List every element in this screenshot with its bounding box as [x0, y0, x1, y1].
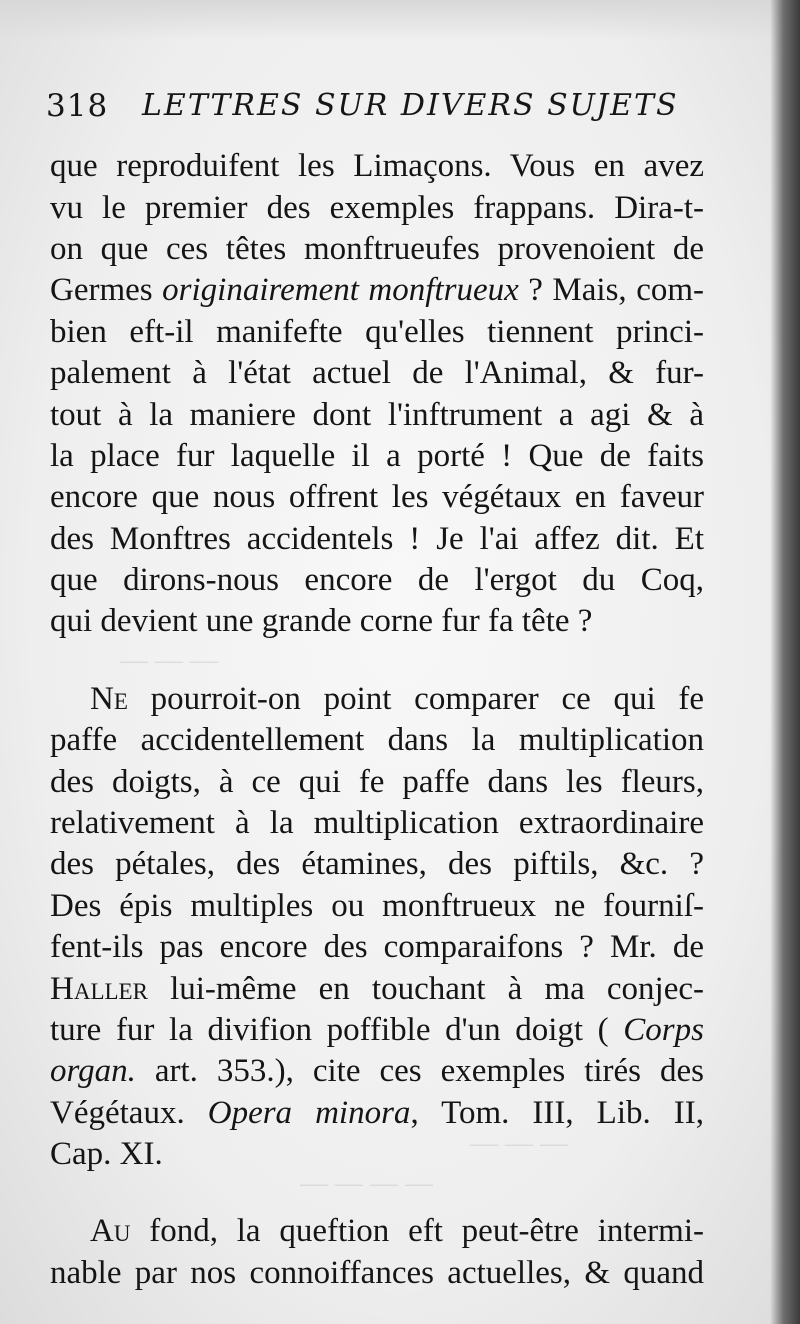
small-caps-name: Haller: [50, 971, 148, 1007]
text-line: [50, 1048, 704, 1094]
text-line: [50, 1090, 704, 1136]
text-line: des doigts, à ce qui fe paffe dans les fleurs,: [50, 764, 704, 800]
text-run: ture fur la divifion poffible d'un doigt (: [50, 1012, 624, 1048]
page-number: 318: [46, 88, 109, 124]
italic-text: originairement monftrueux: [162, 272, 519, 308]
text-line: on que ces têtes monftrueufes provenoient de: [50, 231, 704, 267]
text-run: Germes: [50, 272, 163, 308]
text-line: encore que nous offrent les végétaux en faveur: [50, 479, 704, 515]
text-line: des Monftres accidentels ! Je l'ai affez dit. Et: [50, 521, 704, 557]
italic-text: Opera minora: [207, 1095, 411, 1131]
italic-text: Corps: [623, 1012, 704, 1048]
italic-text: organ.: [50, 1053, 136, 1089]
text-line: la place fur laquelle il a porté ! Que de faits: [50, 438, 704, 474]
page-right-edge: [770, 0, 800, 1324]
running-head: [46, 84, 706, 124]
text-line: [50, 966, 704, 1012]
text-line: palement à l'état actuel de l'Animal, & fur-: [50, 355, 704, 391]
text-line: bien eft-il manifefte qu'elles tiennent princi-: [50, 314, 704, 350]
text-line: vu le premier des exemples frappans. Dira-t-: [50, 190, 704, 226]
running-title: LETTRES SUR DIVERS SUJETS: [142, 88, 679, 123]
text-run: lui-même en touchant à ma conjec-: [147, 971, 704, 1007]
bleed-through: — — — —: [300, 1168, 433, 1199]
text-line: tout à la maniere dont l'inftrument a agi & à: [50, 397, 704, 433]
text-line: Cap. XI.: [50, 1136, 163, 1172]
text-run: art. 353.), cite ces exemples tirés des: [135, 1053, 704, 1089]
text-line: que dirons-nous encore de l'ergot du Coq,: [50, 562, 704, 598]
text-line: nable par nos connoiffances actuelles, & quand: [50, 1255, 704, 1291]
text-line: [50, 267, 704, 313]
text-line: [50, 1007, 704, 1053]
small-caps-word: Ne: [90, 681, 128, 717]
text-run: ? Mais, com-: [518, 272, 704, 308]
text-run: , Tom. III, Lib. II,: [410, 1095, 705, 1131]
text-line: Des épis multiples ou monftrueux ne fourniſ-: [50, 888, 704, 924]
text-line: [90, 676, 704, 722]
text-line: fent-ils pas encore des comparaifons ? Mr. de: [50, 929, 704, 965]
bleed-through: — — —: [470, 1128, 568, 1159]
text-line: qui devient une grande corne fur fa tête ?: [50, 603, 593, 639]
bleed-through: — — —: [120, 645, 218, 676]
text-line: des pétales, des étamines, des piftils, &c. ?: [50, 846, 704, 882]
text-run: fond, la queftion eft peut-être intermi-: [130, 1213, 704, 1249]
page-top-shadow: [0, 0, 800, 40]
text-run: pourroit-on point comparer ce qui fe: [127, 681, 704, 717]
text-run: Végétaux.: [50, 1095, 208, 1131]
text-line: que reproduifent les Limaçons. Vous en avez: [50, 148, 704, 184]
text-line: [90, 1208, 704, 1254]
small-caps-word: Au: [90, 1213, 131, 1249]
text-line: paffe accidentellement dans la multiplication: [50, 722, 704, 758]
text-line: relativement à la multiplication extraordinaire: [50, 805, 704, 841]
